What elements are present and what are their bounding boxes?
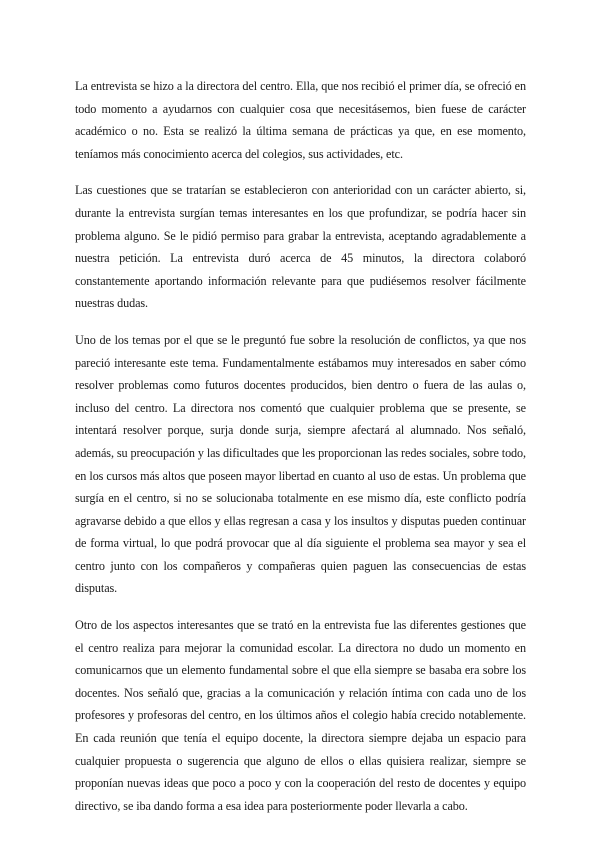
paragraph-interview-intro: La entrevista se hizo a la directora del centro. Ella, que nos recibió el primer día, se ofreció en todo momento a ayudarnos con cualquier cosa que necesitásemos, bien fuese de carácter académico o no. Esta se realizó la última semana de prácticas ya que, en ese momento, teníamos más conocimiento acerca del colegios, sus actividades, etc. — [75, 79, 526, 161]
paragraph-conflict-resolution: Uno de los temas por el que se le preguntó fue sobre la resolución de conflictos, ya que nos pareció interesante este tema. Fundamentalmente estábamos muy interesados en saber cómo resolver problemas como futuros docentes producidos, bien dentro o fuera de las aulas o, incluso del centro. La directora nos comentó que cualquier problema que se presente, se intentará resolver porque, surja donde surja, siempre afectará al alumnado. Nos señaló, además, su preocupación y las dificultades que les proporcionan las redes sociales, sobre todo, en los cursos más altos que poseen mayor libertad en cuanto al uso de estas. Un problema que surgía en el centro, si no se solucionaba totalmente en ese mismo día, este conflicto podría agravarse debido a que ellos y ellas regresan a casa y los insultos y disputas pueden continuar de forma virtual, lo que podrá provocar que al día siguiente el problema sea mayor y sea el centro junto con los compañeros y compañeras quien paguen las consecuencias de estas disputas. — [75, 332, 526, 596]
paragraph-school-management: Otro de los aspectos interesantes que se trató en la entrevista fue las diferentes gestiones que el centro realiza para mejorar la comunidad escolar. La directora no dudo un momento en comunicarnos que un elemento fundamental sobre el que ella siempre se basaba era sobre los docentes. Nos señaló que, gracias a la comunicación y relación íntima con cada uno de los profesores y profesoras del centro, en los últimos años el colegio había crecido notablemente. En cada reunión que tenía el equipo docente, la directora siempre dejaba un espacio para cualquier propuesta o sugerencia que alguno de ellos o ellas quisiera realizar, siempre se proponían nuevas ideas que poco a poco y con la cooperación del resto de docentes y equipo directivo, se iba dando forma a esa idea para posteriormente poder llevarla a cabo. — [75, 618, 526, 813]
paragraph-interview-questions: Las cuestiones que se tratarían se establecieron con anterioridad con un carácter abierto, si, durante la entrevista surgían temas interesantes en los que profundizar, se podría hacer sin problema alguno. Se le pidió permiso para grabar la entrevista, aceptando agradablemente a nuestra petición. La entrevista duró acerca de 45 minutos, la directora colaboró constantemente aportando información relevante para que pudiésemos resolver fácilmente nuestras dudas. — [75, 183, 526, 311]
